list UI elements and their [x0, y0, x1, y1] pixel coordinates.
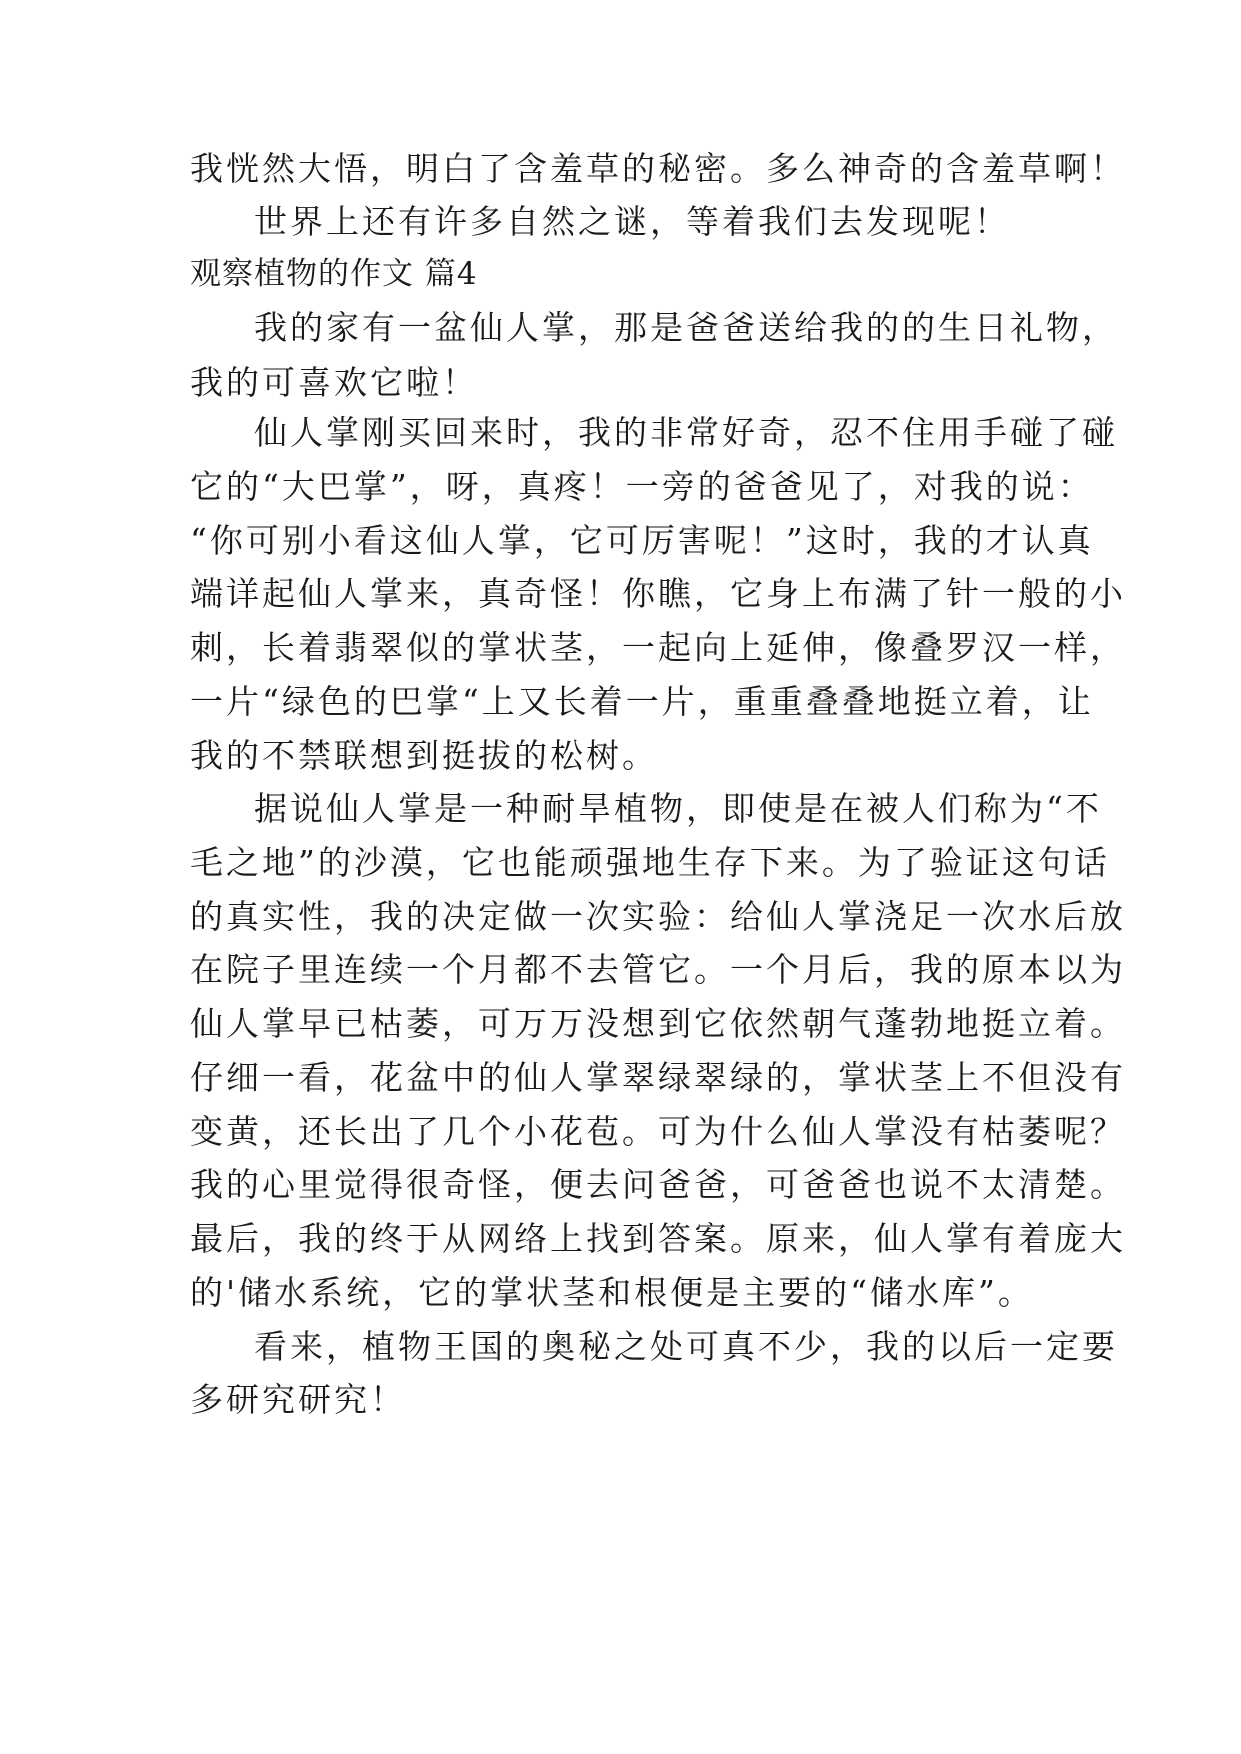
paragraph-line: 据说仙人掌是一种耐旱植物，即使是在被人们称为“不	[254, 789, 1102, 828]
paragraph-line: 多研究研究！	[190, 1380, 406, 1419]
paragraph-line: 仙人掌早已枯萎，可万万没想到它依然朝气蓬勃地挺立着。	[190, 1004, 1126, 1043]
paragraph-line: 端详起仙人掌来，真奇怪！你瞧，它身上布满了针一般的小	[190, 574, 1126, 613]
paragraph-line: 一片“绿色的巴掌“上又长着一片，重重叠叠地挺立着，让	[190, 682, 1094, 721]
paragraph-line: 我的家有一盆仙人掌，那是爸爸送给我的的生日礼物，	[254, 308, 1118, 347]
paragraph-line: “你可别小看这仙人掌，它可厉害呢！”这时，我的才认真	[190, 521, 1094, 560]
paragraph-line: 仙人掌刚买回来时，我的非常好奇，忍不住用手碰了碰	[254, 413, 1118, 452]
paragraph-line: 我的不禁联想到挺拔的松树。	[190, 736, 658, 775]
paragraph-line: 的真实性，我的决定做一次实验：给仙人掌浇足一次水后放	[190, 897, 1126, 936]
paragraph-line: 的'储水系统，它的掌状茎和根便是主要的“储水库”。	[190, 1273, 1034, 1312]
paragraph-line: 看来，植物王国的奥秘之处可真不少，我的以后一定要	[254, 1327, 1118, 1366]
paragraph-line: 世界上还有许多自然之谜，等着我们去发现呢！	[254, 202, 1010, 241]
paragraph-line: 最后，我的终于从网络上找到答案。原来，仙人掌有着庞大	[190, 1219, 1126, 1258]
paragraph-line: 我的心里觉得很奇怪，便去问爸爸，可爸爸也说不太清楚。	[190, 1165, 1126, 1204]
paragraph-line: 在院子里连续一个月都不去管它。一个月后，我的原本以为	[190, 950, 1126, 989]
paragraph-line: 它的“大巴掌”，呀，真疼！一旁的爸爸见了，对我的说：	[190, 467, 1094, 506]
section-heading: 观察植物的作文 篇4	[190, 256, 478, 292]
paragraph-line: 我的可喜欢它啦！	[190, 363, 478, 402]
paragraph-line: 刺，长着翡翠似的掌状茎，一起向上延伸，像叠罗汉一样，	[190, 628, 1126, 667]
paragraph-line: 毛之地”的沙漠，它也能顽强地生存下来。为了验证这句话	[190, 843, 1110, 882]
paragraph-line: 仔细一看，花盆中的仙人掌翠绿翠绿的，掌状茎上不但没有	[190, 1058, 1126, 1097]
paragraph-line: 我恍然大悟，明白了含羞草的秘密。多么神奇的含羞草啊！	[190, 149, 1126, 188]
paragraph-line: 变黄，还长出了几个小花苞。可为什么仙人掌没有枯萎呢？	[190, 1112, 1126, 1151]
